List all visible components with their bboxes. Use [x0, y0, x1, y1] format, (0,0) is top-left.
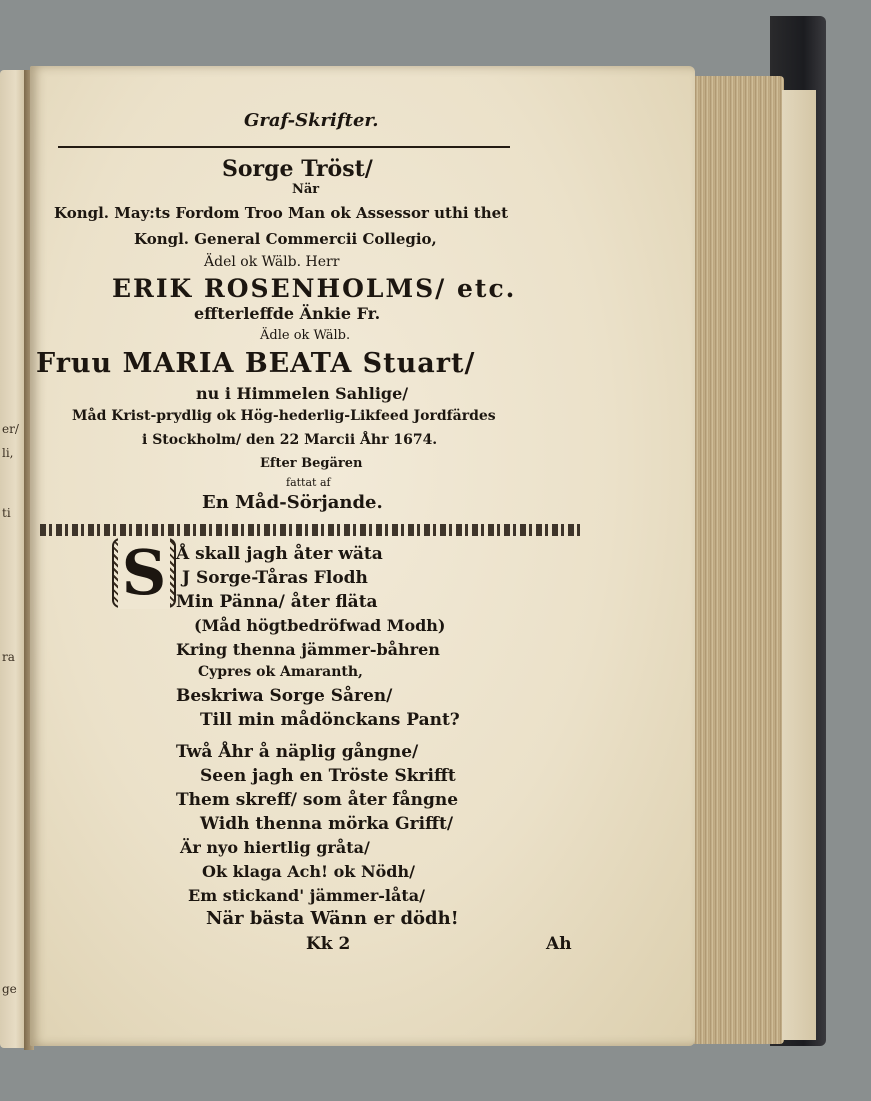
- title-line: nu i Himmelen Sahlige/: [196, 384, 409, 403]
- catchword: Kk 2: [306, 934, 351, 954]
- verse-line: Seen jagh en Tröste Skrifft: [200, 766, 456, 786]
- title-line: Ädle ok Wälb.: [260, 328, 351, 343]
- page-content: [30, 62, 695, 1042]
- title-line: Kongl. May:ts Fordom Troo Man ok Assessor uthi thet: [54, 204, 509, 222]
- endpaper: [782, 90, 816, 1040]
- title-line: effterleffde Änkie Fr.: [194, 304, 381, 323]
- left-fragment: er/: [2, 422, 19, 436]
- left-fragment: ti: [2, 506, 11, 520]
- title-line: Efter Begären: [260, 456, 363, 471]
- title-line: Sorge Tröst/: [222, 156, 373, 182]
- verse-line: Min Pänna/ åter fläta: [176, 592, 378, 612]
- verse-line: Ok klaga Ach! ok Nödh/: [202, 862, 415, 881]
- verse-line: Till min mådönckans Pant?: [200, 710, 460, 730]
- title-line: Ädel ok Wälb. Herr: [204, 254, 340, 270]
- head-rule: [58, 146, 510, 148]
- verse-line: Widh thenna mörka Grifft/: [200, 814, 454, 834]
- verse-line: Them skreff/ som åter fångne: [176, 790, 459, 810]
- title-line: Måd Krist-prydlig ok Hög-hederlig-Likfeed Jordfärdes: [72, 408, 496, 424]
- title-line: ERIK ROSENHOLMS/ etc.: [112, 274, 517, 303]
- title-line: När: [292, 182, 320, 197]
- verse-line: Å skall jagh åter wäta: [176, 544, 383, 564]
- verse-line: Twå Åhr å näplig gångne/: [176, 742, 419, 762]
- left-fragment: ge: [2, 982, 17, 996]
- left-fragment: li,: [2, 446, 14, 460]
- verse-line: Är nyo hiertlig gråta/: [180, 838, 370, 857]
- verse-line: J Sorge-Tåras Flodh: [182, 568, 368, 588]
- running-head: Graf-Skrifter.: [244, 110, 379, 131]
- verse-line: Kring thenna jämmer-båhren: [176, 640, 440, 659]
- ornamental-border: [40, 524, 580, 536]
- verse-line: Em stickand' jämmer-låta/: [188, 886, 425, 905]
- title-line: Fruu MARIA BEATA Stuart/: [36, 348, 476, 379]
- page-edges: [694, 76, 784, 1044]
- title-line: i Stockholm/ den 22 Marcii Åhr 1674.: [142, 432, 438, 448]
- verse-line: (Måd högtbedröfwad Modh): [194, 616, 446, 635]
- signature-mark: Ah: [546, 934, 572, 954]
- verse-line: När bästa Wänn er dödh!: [206, 908, 459, 929]
- left-page-edge: [0, 70, 26, 1048]
- verse-line: Beskriwa Sorge Såren/: [176, 686, 393, 706]
- left-fragment: ra: [2, 650, 15, 664]
- title-line: fattat af: [286, 476, 331, 489]
- drop-cap: S: [112, 538, 176, 608]
- title-line: Kongl. General Commercii Collegio,: [134, 230, 437, 248]
- title-line: En Måd-Sörjande.: [202, 492, 383, 513]
- verse-line: Cypres ok Amaranth,: [198, 664, 363, 680]
